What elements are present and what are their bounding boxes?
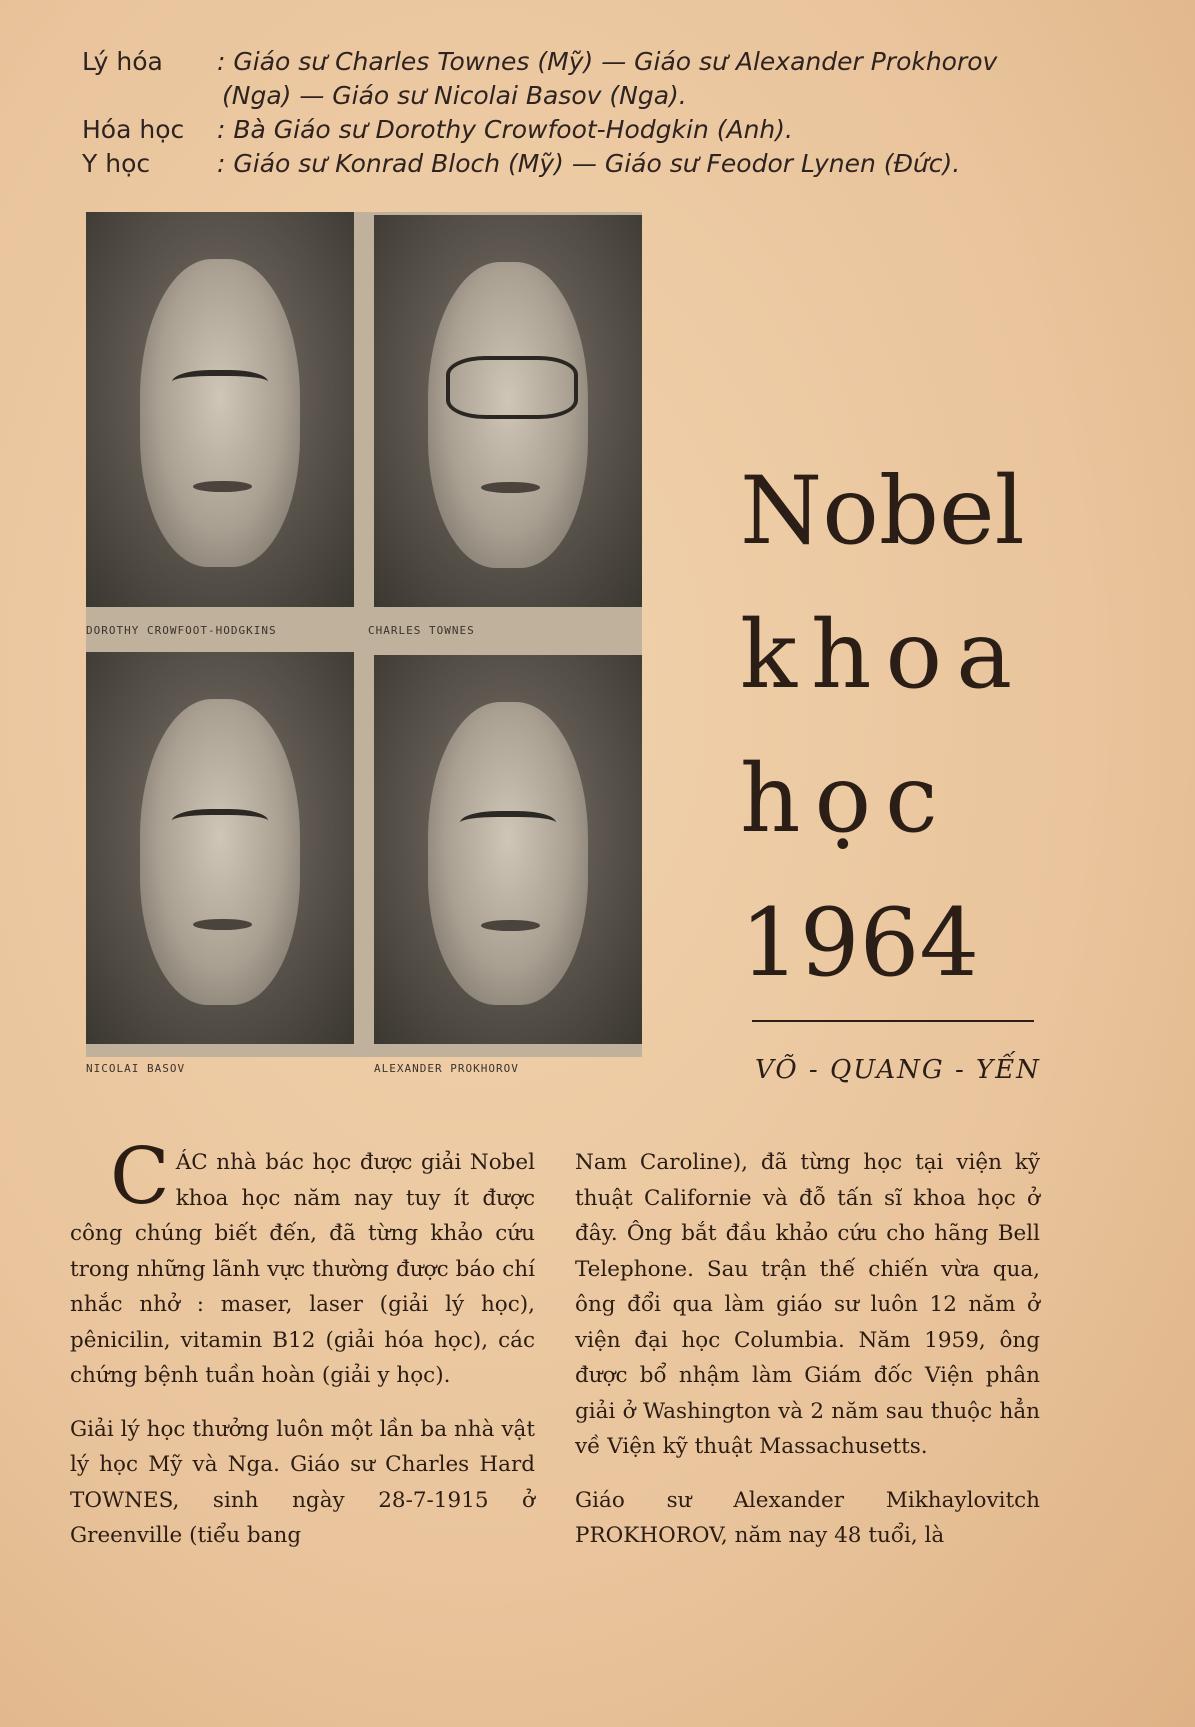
eyes-shape bbox=[172, 809, 268, 839]
physics-winners-cont: (Nga) — Giáo sư Nicolai Basov (Nga). bbox=[222, 81, 687, 110]
chemistry-label: Hóa học bbox=[82, 115, 185, 144]
photo-caption: ALEXANDER PROKHOROV bbox=[374, 1062, 519, 1075]
face-shape bbox=[428, 702, 589, 1005]
article-title bbox=[740, 440, 1060, 1016]
medicine-text: : Giáo sư Konrad Bloch (Mỹ) — Giáo sư Feodor Lynen (Đức). bbox=[217, 149, 961, 178]
paragraph: Giáo sư Alexander Mikhaylovitch PROKHOROV, năm nay 48 tuổi, là bbox=[575, 1487, 1040, 1548]
photo-caption: DOROTHY CROWFOOT-HODGKINS bbox=[86, 624, 277, 637]
title-line: học bbox=[740, 745, 952, 854]
portrait-hodgkin bbox=[86, 212, 354, 607]
mouth-shape bbox=[481, 920, 540, 932]
glasses-shape bbox=[446, 356, 577, 419]
paragraph: Giải lý học thưởng luôn một lần ba nhà vật lý học Mỹ và Nga. Giáo sư Charles Hard TOWNES, sinh ngày 28-7-1915 ở Greenville (tiểu bang bbox=[70, 1416, 535, 1548]
author-byline: VÕ - QUANG - YẾN bbox=[755, 1055, 1041, 1085]
physics-label: Lý hóa bbox=[82, 47, 163, 76]
paragraph: Nam Caroline), đã từng học tại viện kỹ thuật Californie và đỗ tấn sĩ khoa học ở đây. Ông bắt đầu khảo cứu cho hãng Bell Telephone. Sau trận thế chiến vừa qua, ông đổi qua làm giáo sư luôn 12 năm ở viện đại học Columbia. Năm 1959, ông được bổ nhậm làm Giám đốc Viện phân giải ở Washington và 2 năm sau thuộc hẳn về Viện kỹ thuật Massachusetts. bbox=[575, 1150, 1040, 1459]
paragraph bbox=[70, 1132, 535, 1394]
medicine-winners bbox=[82, 147, 1082, 181]
title-line: khoa bbox=[740, 601, 1027, 710]
article-column-left bbox=[70, 1132, 535, 1572]
eyes-shape bbox=[460, 811, 556, 840]
face-shape bbox=[140, 259, 301, 567]
title-line: Nobel bbox=[740, 457, 1025, 566]
title-line: 1964 bbox=[740, 889, 980, 998]
eyes-shape bbox=[172, 370, 268, 400]
physics-winners bbox=[82, 45, 1082, 79]
portrait-collage bbox=[86, 212, 642, 1075]
chemistry-winners bbox=[82, 113, 1082, 147]
title-divider bbox=[752, 1020, 1034, 1022]
portrait-townes bbox=[374, 215, 642, 607]
physics-text: : Giáo sư Charles Townes (Mỹ) — Giáo sư Alexander Prokhorov bbox=[217, 47, 998, 76]
portrait-basov bbox=[86, 652, 354, 1044]
portrait-prokhorov bbox=[374, 655, 642, 1044]
photo-caption: NICOLAI BASOV bbox=[86, 1062, 186, 1075]
paragraph-text: ÁC nhà bác học được giải Nobel khoa học năm nay tuy ít được công chúng biết đến, đã từng khảo cứu trong những lãnh vực thường được báo chí nhắc nhở : maser, laser (giải lý học), pênicilin, vitamin B12 (giải hóa học), các chứng bệnh tuần hoàn (giải y học). bbox=[70, 1150, 535, 1388]
photo-caption: CHARLES TOWNES bbox=[368, 624, 475, 637]
medicine-label: Y học bbox=[82, 149, 151, 178]
chemistry-text: : Bà Giáo sư Dorothy Crowfoot-Hodgkin (Anh). bbox=[217, 115, 793, 144]
winners-list bbox=[82, 45, 1082, 181]
article-column-right bbox=[575, 1145, 1040, 1572]
face-shape bbox=[140, 699, 301, 1005]
drop-cap: C bbox=[110, 1132, 170, 1222]
